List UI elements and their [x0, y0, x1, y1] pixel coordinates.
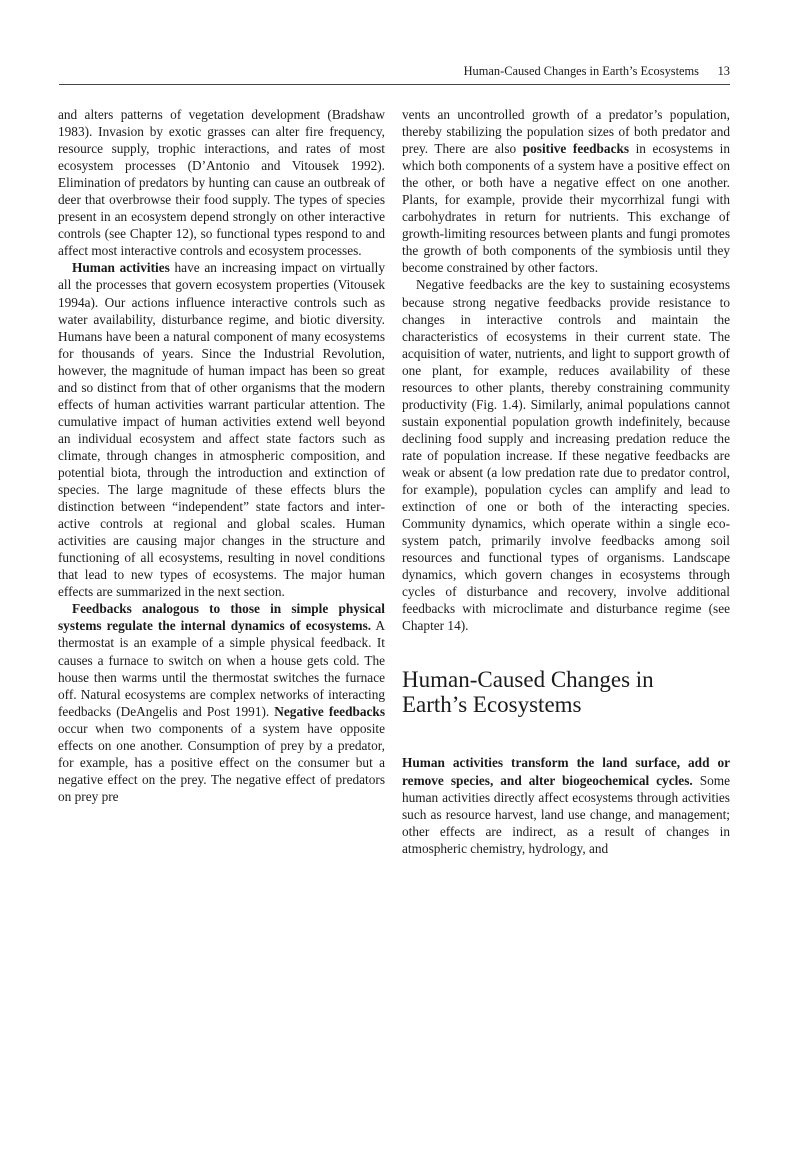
paragraph-text: vents an uncontrolled growth of a predator’s population, thereby stabilizing the population sizes of both predator and prey. There are also — [402, 107, 730, 157]
paragraph-text: and alters patterns of vegetation development (Bradshaw 1983). Invasion by exotic grasses can alter fire frequency, resource supply, trophic interactions, and rates of most ecosystem processes (D’Antonio and Vitousek 1992). Elimination of predators by hunting can cause an outbreak of deer that overbrowse their food supply. The types of species present in an ecosystem depend strongly on other interactive controls (see Chapter 12), so functional types respond to and affect most interactive controls and ecosystem processes. — [58, 107, 385, 259]
running-head — [59, 60, 730, 85]
section-heading — [402, 667, 730, 717]
paragraph-text: occur when two components of a system have opposite effects on one another. Consumption of prey by a predator, for example, has a positive effect on the consumer but a negative effect on the prey. The negative effect of predators on prey pre — [58, 720, 385, 804]
left-column — [58, 106, 385, 805]
paragraph-negative-feedbacks — [402, 276, 730, 634]
paragraph-text: Negative feedbacks are the key to sustaining ecosystems because strong negative feedbacks provide resistance to changes in interactive controls and maintain the characteristics of ecosystems in their current state. The acquisition of water, nutrients, and light to support growth of one plant, for example, reduces availability of these resources to other plants, thereby constraining community productivity (Fig. 1.4). Similarly, animal populations cannot sustain exponential population growth indefinitely, because declining food supply and increasing predation reduce the rate of population increase. If these negative feedbacks are weak or absent (a low predation rate due to predator control, for example), population cycles can amplify and lead to extinction of one or both of the interacting species. Community dynamics, which operate within a single ecosystem patch, primarily involve feedbacks among soil resources and functional types of organisms. Landscape dynamics, which govern changes in ecosystems through cycles of disturbance and recovery, involve additional feedbacks with microclimate and disturbance regime (see Chapter 14). — [402, 277, 730, 634]
paragraph-human-activities — [58, 259, 385, 600]
paragraph-positive-feedbacks — [402, 106, 730, 276]
paragraph-text: A thermostat is an example of a simple physical feedback. It causes a furnace to switch on when a house gets cold. The house then warms until the thermostat switches the furnace off. Natural ecosystems are complex networks of interacting feedbacks (DeAngelis and Post 1991). — [58, 618, 385, 719]
section-heading-line-1: Human-Caused Changes in — [402, 667, 654, 693]
bold-lead: Human activities transform the land surface, add or remove species, and alter biogeochemical cycles. — [402, 755, 730, 788]
paragraph-feedbacks — [58, 600, 385, 805]
bold-lead: Human activities — [72, 260, 170, 276]
bold-term: Negative feedbacks — [274, 703, 385, 719]
bold-lead: Feedbacks analogous to those in simple physical systems regulate the internal dynamics of ecosystems. — [58, 601, 385, 634]
paragraph-vegetation — [58, 106, 385, 259]
bold-term: positive feedbacks — [522, 141, 630, 157]
right-column — [402, 106, 730, 857]
paragraph-text: in ecosystems in which both components of a system have a positive effect on the other, or both have a negative effect on one another. Plants, for example, provide their mycorrhizal fungi with carbohydrates in return for nutrients. This exchange of growth-limiting resources between plants and fungi promotes the growth of both components of the symbiosis until they become constrained by other factors. — [402, 141, 730, 276]
paragraph-text: Some human activities directly affect ecosystems through activities such as resource harvest, land use change, and management; other effects are indirect, as a result of changes in atmospheric chemistry, hydrology, and — [402, 772, 730, 856]
paragraph-text: have an increasing impact on virtually all the processes that govern ecosystem properties (Vitousek 1994a). Our actions influence interactive controls such as water availability, disturbance regime, and biotic diversity. Humans have been a natural component of many ecosystems for thousands of years. Since the Industrial Revolution, however, the magnitude of human impact has been so great and so distinct from that of other organisms that the modern effects of human activities warrant particular attention. The cumulative impact of human activities extend well beyond an individual ecosystem and affect state factors such as climate, through changes in atmospheric composition, and potential biota, through the introduction and extinction of species. The large magnitude of these effects blurs the distinction between “independent” state factors and interactive controls at regional and global scales. Human activities are causing major changes in the structure and functioning of all ecosystems, resulting in novel conditions that lead to new types of ecosystems. The major human effects are summarized in the next section. — [58, 260, 385, 600]
page-number: 13 — [717, 64, 730, 78]
paragraph-human-changes — [402, 754, 730, 856]
running-head-title: Human-Caused Changes in Earth’s Ecosystems — [463, 64, 699, 78]
section-heading-line-2: Earth’s Ecosystems — [402, 692, 582, 718]
